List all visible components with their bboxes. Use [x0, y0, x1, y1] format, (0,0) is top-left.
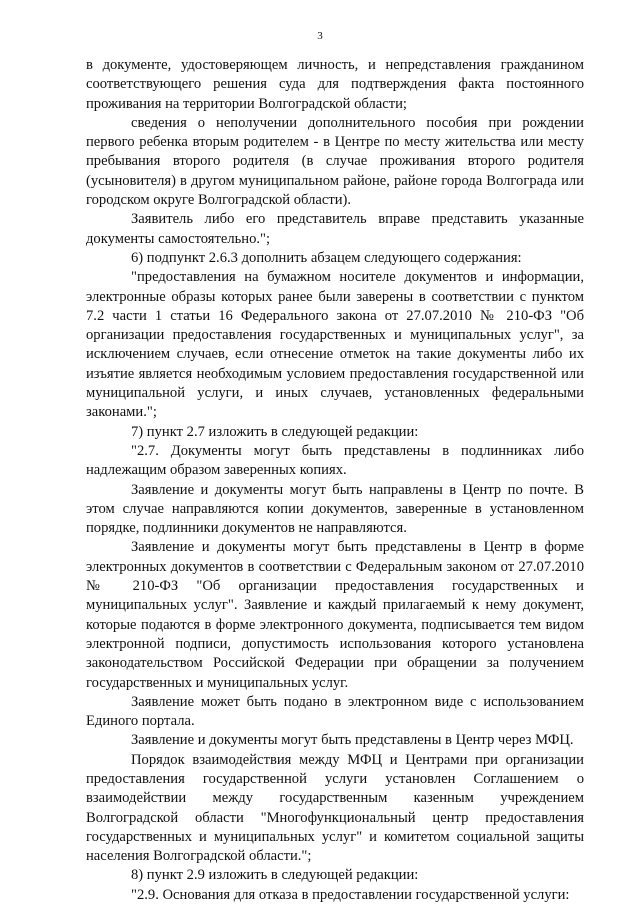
paragraph: 8) пункт 2.9 изложить в следующей редакции: — [131, 867, 419, 884]
paragraph: "2.9. Основания для отказа в предоставлении государственной услуги: — [131, 886, 570, 903]
paragraph: "2.7. Документы могут быть представлены в подлинниках либо надлежащим образом заверенных копиях. — [86, 442, 584, 479]
paragraph: Порядок взаимодействия между МФЦ и Центрами при организации предоставления государственной услуги установлен Соглашением о взаимодействии между государственным казенным учреждением Волгоградской области "Многофункциональный центр предоставления государственных и муниципальных услуг" и комитетом социальной защиты населения Волгоградской области."; — [86, 751, 584, 865]
paragraph: 6) подпункт 2.6.3 дополнить абзацем следующего содержания: — [131, 249, 522, 266]
paragraph: 7) пункт 2.7 изложить в следующей редакции: — [131, 423, 419, 440]
document-body — [86, 56, 584, 905]
paragraph: сведения о неполучении дополнительного пособия при рождении первого ребенка вторым родителем - в Центре по месту жительства или месту пребывания второго родителя (в случае проживания второго родителя (усыновителя) в другом муниципальном районе, районе города Волгограда или городском округе Волгоградской области). — [86, 114, 584, 209]
paragraph: Заявление и документы могут быть направлены в Центр по почте. В этом случае направляются копии документов, заверенные в установленном порядке, подлинники документов не направляются. — [86, 481, 584, 537]
paragraph: Заявление и документы могут быть представлены в Центр в форме электронных документов в соответствии с Федеральным законом от 27.07.2010 № 210-ФЗ "Об организации предоставления государственных и муниципальных услуг". Заявление и каждый прилагаемый к нему документ, которые подаются в форме электронного документа, подписывается тем видом электронной подписи, допустимость использования которого установлена законодательством Российской Федерации при обращении за получением государственных и муниципальных услуг. — [86, 539, 584, 691]
paragraph: "предоставления на бумажном носителе документов и информации, электронные образы которых ранее были заверены в соответствии с пунктом 7.2 части 1 статьи 16 Федерального закона от 27.07.2010 № 210-ФЗ "Об организации предоставления государственных и муниципальных услуг", за исключением случаев, если отнесение отметок на такие документы либо их изъятие является необходимым условием предоставления государственной или муниципальной услуги, и иных случаев, установленных федеральными законами."; — [86, 269, 584, 421]
paragraph: в документе, удостоверяющем личность, и непредставления гражданином соответствующего решения суда для подтверждения факта постоянного проживания на территории Волгоградской области; — [86, 57, 584, 112]
paragraph: Заявление может быть подано в электронном виде с использованием Единого портала. — [86, 693, 584, 730]
paragraph: Заявитель либо его представитель вправе представить указанные документы самостоятельно."; — [86, 211, 584, 247]
paragraph: Заявление и документы могут быть представлены в Центр через МФЦ. — [131, 732, 574, 749]
page-number: 3 — [317, 30, 323, 42]
